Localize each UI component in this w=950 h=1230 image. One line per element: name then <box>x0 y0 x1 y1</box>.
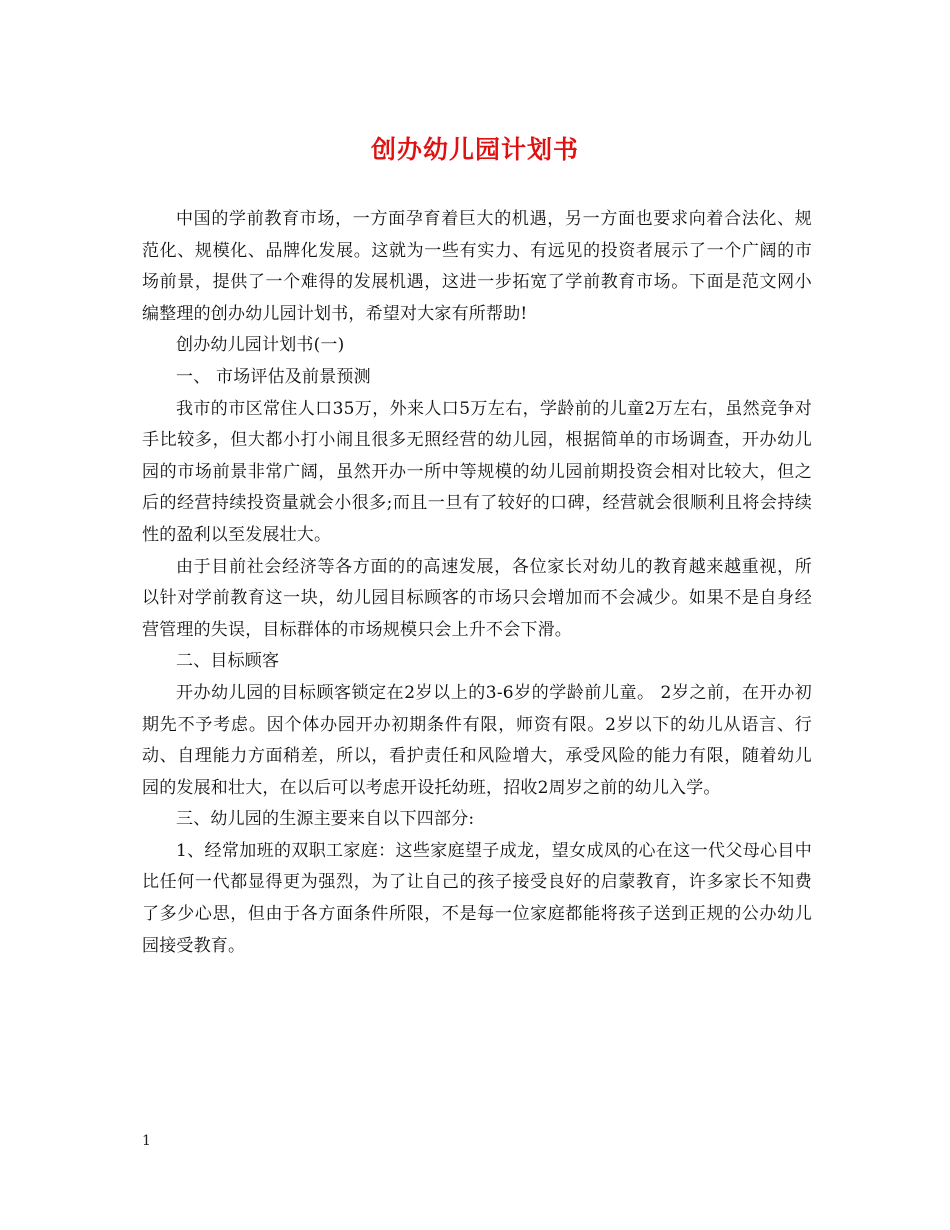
section-heading-enrollment-sources: 三、幼儿园的生源主要来自以下四部分: <box>176 809 475 830</box>
paragraph-intro: 中国的学前教育市场，一方面孕育着巨大的机遇，另一方面也要求向着合法化、规范化、规模化、品牌化发展。这就为一些有实力、有远见的投资者展示了一个广阔的市场前景，提供了一个难得的发展机遇，这进一步拓宽了学前教育市场。下面是范文网小编整理的创办幼儿园计划书，希望对大家有所帮助! <box>142 209 812 324</box>
document-title: 创办幼儿园计划书 <box>370 135 579 164</box>
page-number: 1 <box>142 1133 151 1149</box>
document-body <box>142 204 812 962</box>
section-heading-plan-one: 创办幼儿园计划书(一) <box>176 335 345 356</box>
section-heading-target-customers: 二、目标顾客 <box>176 651 280 672</box>
paragraph-market-assessment: 我市的市区常住人口35万，外来人口5万左右，学龄前的儿童2万左右，虽然竞争对手比较多，但大都小打小闹且很多无照经营的幼儿园，根据简单的市场调查，开办幼儿园的市场前景非常广阔，虽然开办一所中等规模的幼儿园前期投资会相对比较大，但之后的经营持续投资量就会小很多;而且一旦有了较好的口碑，经营就会很顺利且将会持续性的盈利以至发展壮大。 <box>142 398 812 545</box>
paragraph-target-customers: 开办幼儿园的目标顾客锁定在2岁以上的3-6岁的学龄前儿童。 2岁之前，在开办初期先不予考虑。因个体办园开办初期条件有限，师资有限。2岁以下的幼儿从语言、行动、自理能力方面稍差，所以，看护责任和风险增大，承受风险的能力有限，随着幼儿园的发展和壮大，在以后可以考虑开设托幼班，招收2周岁之前的幼儿入学。 <box>142 682 812 798</box>
paragraph-market-trend: 由于目前社会经济等各方面的的高速发展，各位家长对幼儿的教育越来越重视，所以针对学前教育这一块，幼儿园目标顾客的市场只会增加而不会减少。如果不是自身经营管理的失误，目标群体的市场规模只会上升不会下滑。 <box>142 556 812 640</box>
section-heading-market: 一、 市场评估及前景预测 <box>176 366 371 387</box>
paragraph-source-dual-income: 1、经常加班的双职工家庭：这些家庭望子成龙，望女成凤的心在这一代父母心目中比任何一代都显得更为强烈，为了让自己的孩子接受良好的启蒙教育，许多家长不知费了多少心思，但由于各方面条件所限，不是每一位家庭都能将孩子送到正规的公办幼儿园接受教育。 <box>142 840 812 956</box>
